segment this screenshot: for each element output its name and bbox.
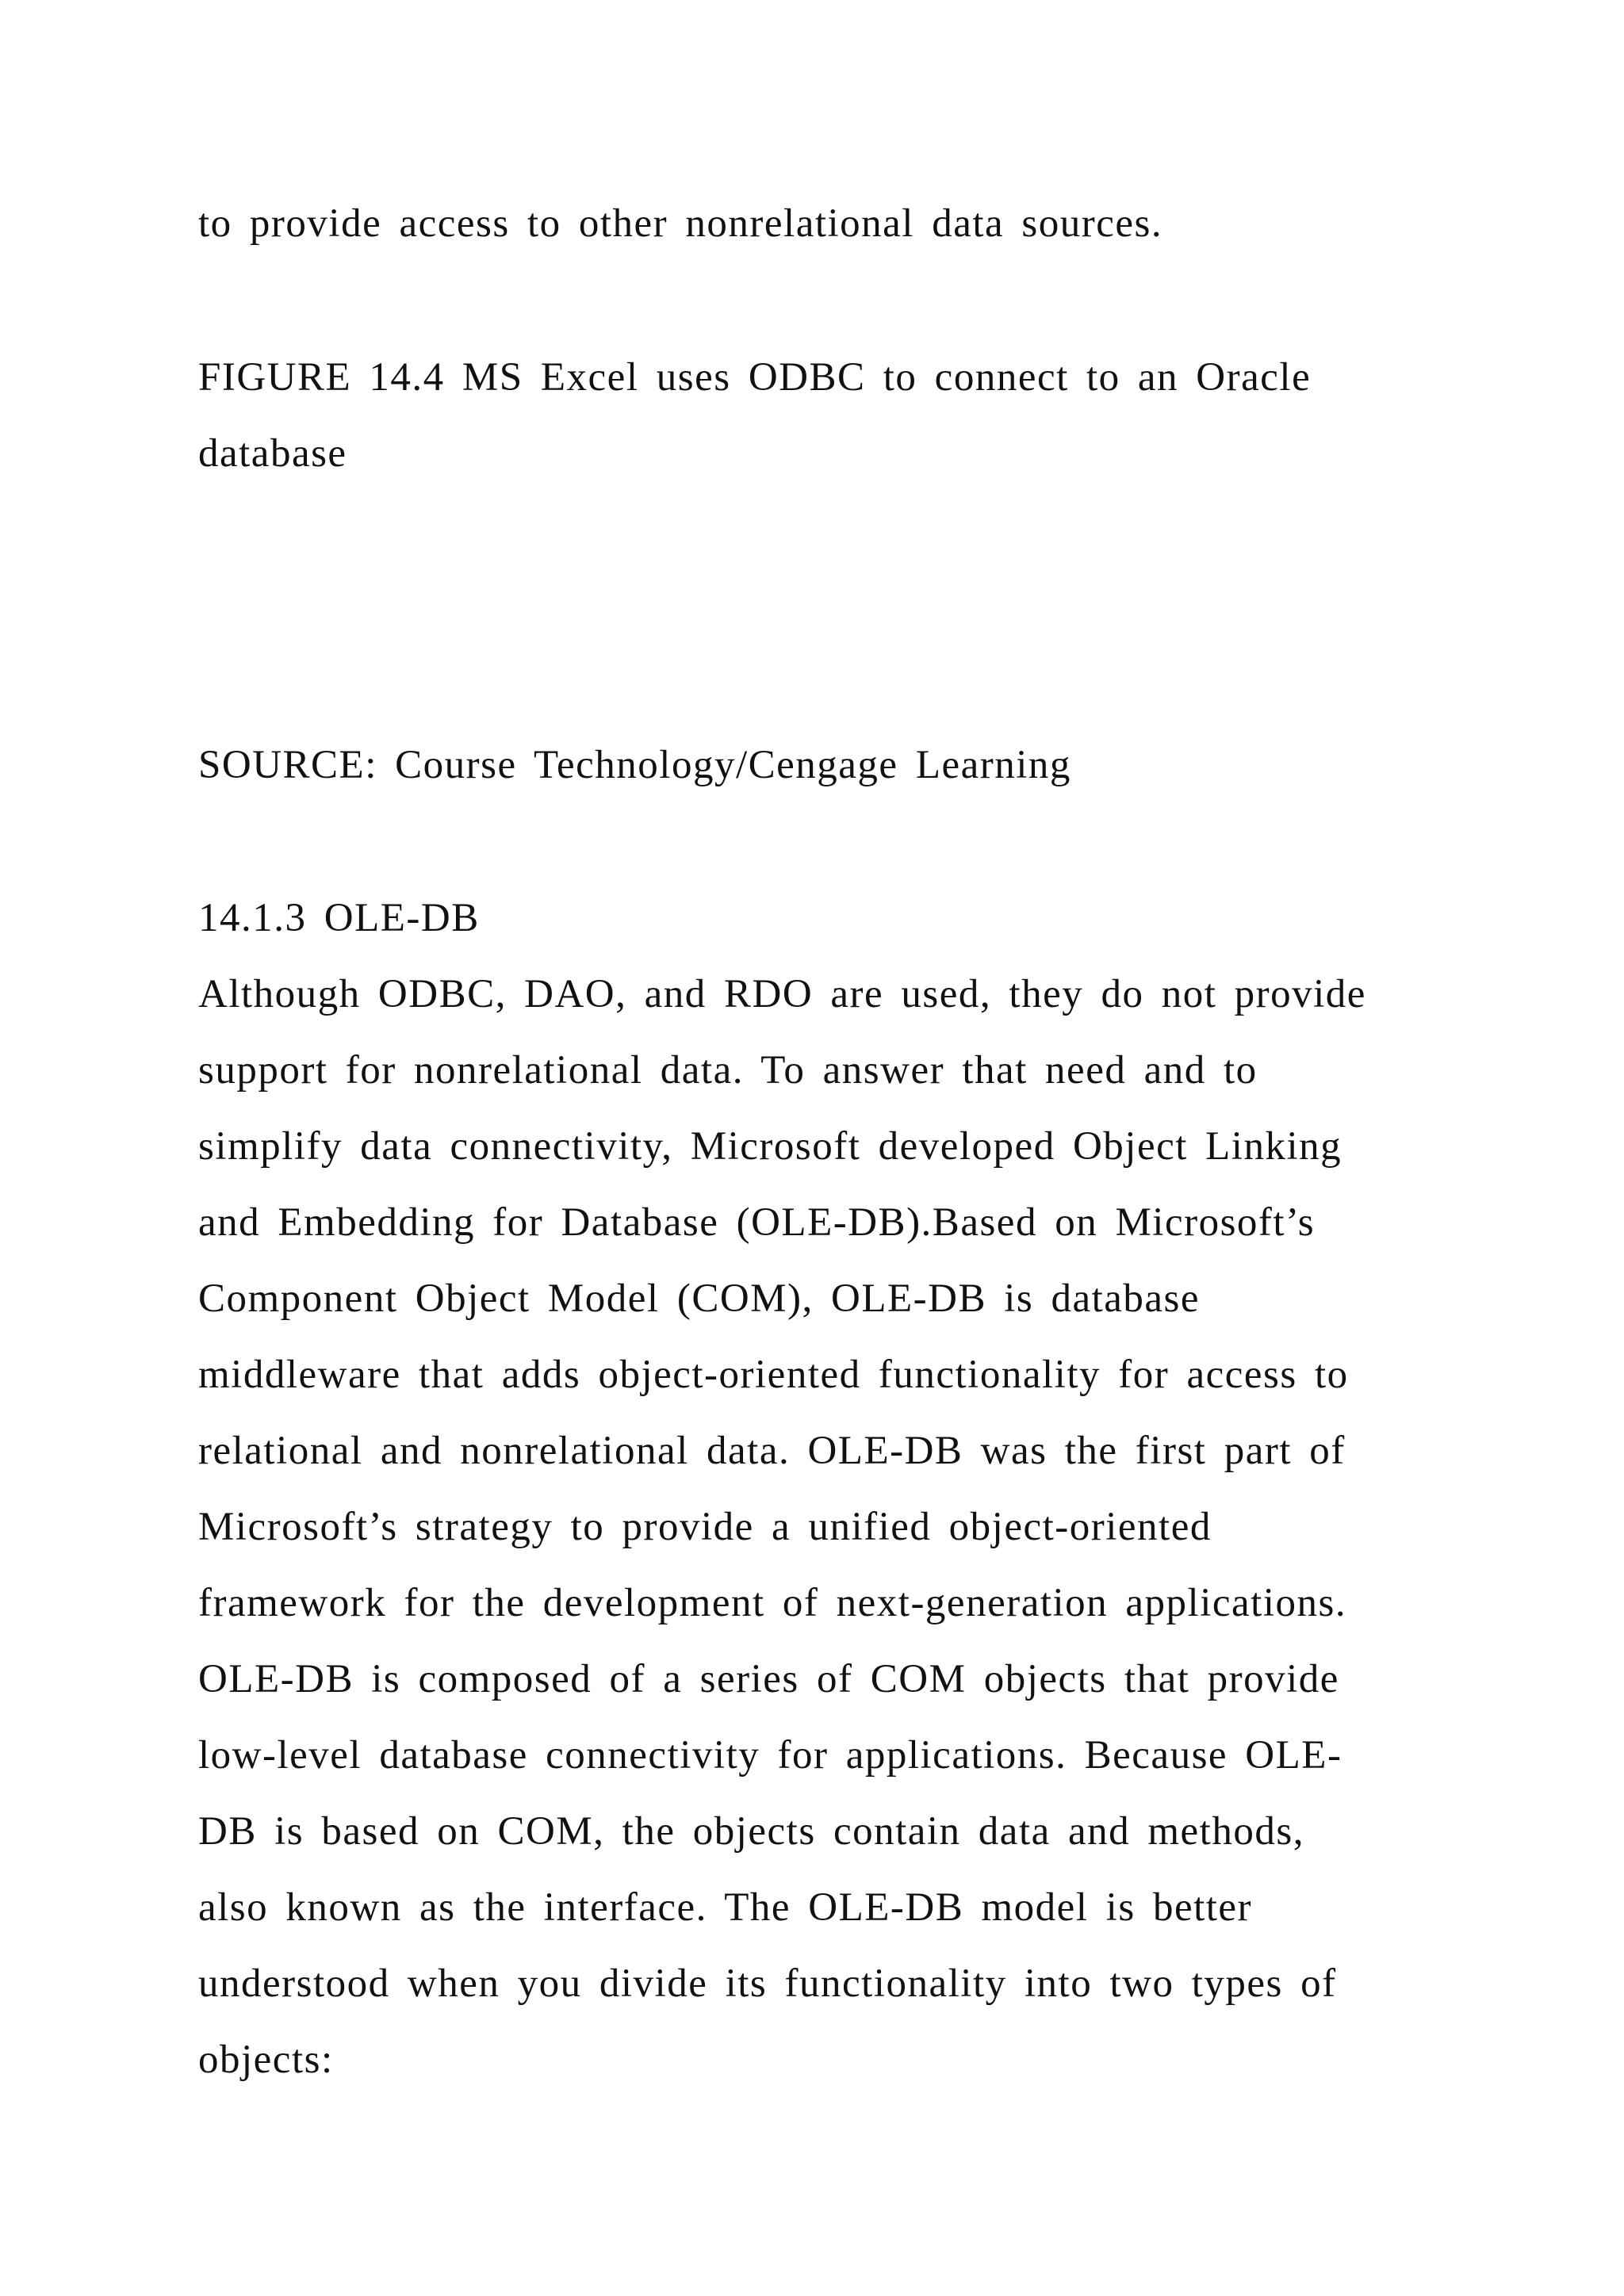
paragraph-line: DB is based on COM, the objects contain data and methods, bbox=[198, 1809, 1304, 1854]
figure-caption-line-2: database bbox=[198, 431, 347, 476]
section-heading: 14.1.3 OLE-DB bbox=[198, 896, 480, 940]
paragraph-line: simplify data connectivity, Microsoft developed Object Linking bbox=[198, 1124, 1342, 1169]
paragraph-line: relational and nonrelational data. OLE-DB was the first part of bbox=[198, 1429, 1346, 1473]
paragraph-line: support for nonrelational data. To answer that need and to bbox=[198, 1048, 1258, 1093]
paragraph-line: objects: bbox=[198, 2038, 334, 2082]
paragraph-line: Microsoft’s strategy to provide a unified object-oriented bbox=[198, 1505, 1212, 1549]
paragraph-line: Although ODBC, DAO, and RDO are used, they do not provide bbox=[198, 972, 1366, 1016]
paragraph-line: OLE-DB is composed of a series of COM objects that provide bbox=[198, 1657, 1339, 1701]
paragraph-line: Component Object Model (COM), OLE-DB is database bbox=[198, 1276, 1201, 1321]
paragraph-line: middleware that adds object-oriented functionality for access to bbox=[198, 1353, 1349, 1397]
paragraph-line: understood when you divide its functionality into two types of bbox=[198, 1961, 1337, 2006]
paragraph-line: framework for the development of next-generation applications. bbox=[198, 1581, 1347, 1625]
figure-caption-line-1: FIGURE 14.4 MS Excel uses ODBC to connect to an Oracle bbox=[198, 355, 1312, 400]
source-credit: SOURCE: Course Technology/Cengage Learning bbox=[198, 743, 1071, 787]
paragraph-line: low-level database connectivity for applications. Because OLE- bbox=[198, 1733, 1342, 1777]
paragraph-line: and Embedding for Database (OLE-DB).Based on Microsoft’s bbox=[198, 1200, 1316, 1245]
paragraph-line: also known as the interface. The OLE-DB model is better bbox=[198, 1885, 1253, 1930]
intro-line: to provide access to other nonrelational data sources. bbox=[198, 201, 1163, 246]
